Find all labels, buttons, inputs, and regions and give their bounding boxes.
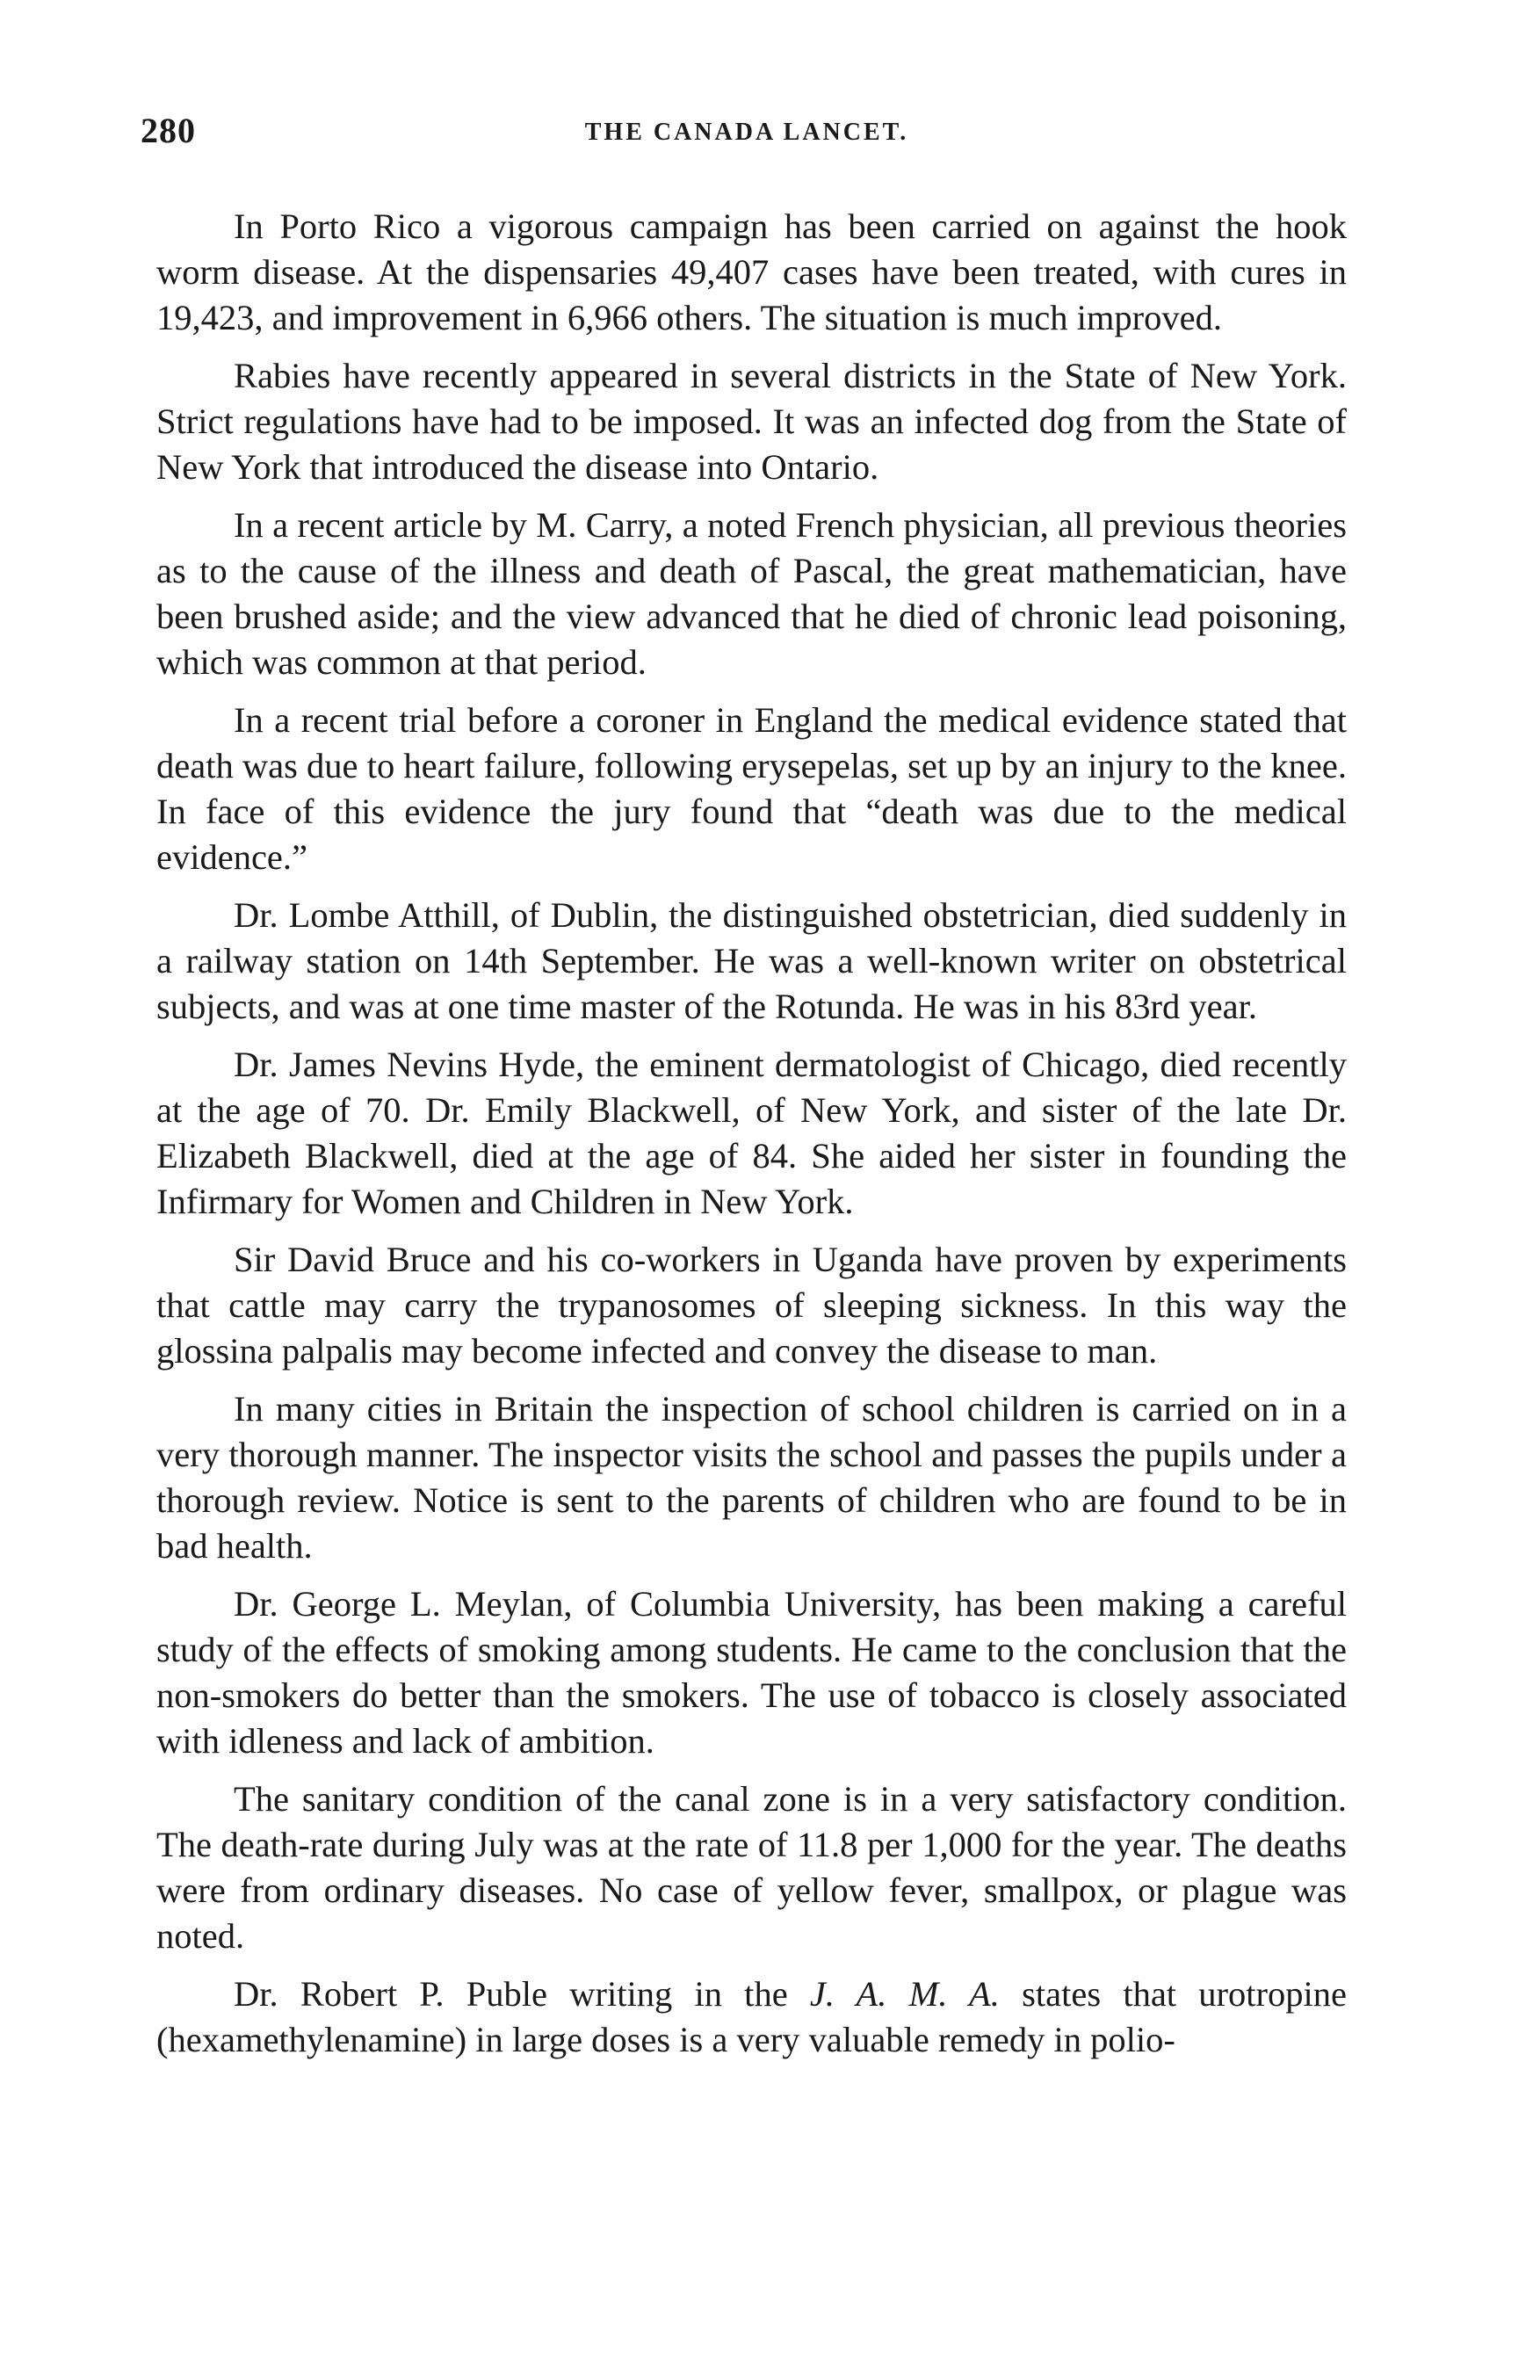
running-title: THE CANADA LANCET. [584, 119, 909, 146]
body-text [156, 204, 1347, 2075]
paragraph-hookworm: In Porto Rico a vigorous campaign has been carried on against the hook worm disease. At the dispensaries 49,407 cases have been treated, with cures in 19,423, and improvement in 6,966 others. The situation is much improved. [156, 206, 1347, 337]
paragraph-canal-zone: The sanitary condition of the canal zone is in a very satisfactory condition. The death-rate during July was at the rate of 11.8 per 1,000 for the year. The deaths were from ordinary diseases. No case of yellow fever, smallpox, or plague was noted. [156, 1779, 1347, 1956]
paragraph-meylan-smoking: Dr. George L. Meylan, of Columbia University, has been making a careful study of the effects of smoking among students. He came to the conclusion that the non-smokers do better than the smokers. The use of tobacco is closely associated with idleness and lack of ambition. [156, 1584, 1347, 1761]
paragraph-school-inspection: In many cities in Britain the inspection of school children is carried on in a very thorough manner. The inspector visits the school and passes the pupils under a thorough review. Notice is sent to the parents of children who are found to be in bad health. [156, 1389, 1347, 1566]
paragraph-hyde-blackwell: Dr. James Nevins Hyde, the eminent dermatologist of Chicago, died recently at the age of 70. Dr. Emily Blackwell, of New York, and sister of the late Dr. Elizabeth Blackwell, died at the age of 84. She aided her sister in founding the Infirmary for Women and Children in New York. [156, 1045, 1347, 1221]
paragraph-pascal: In a recent article by M. Carry, a noted French physician, all previous theories as to the cause of the illness and death of Pascal, the great mathematician, have been brushed aside; and the view advanced that he died of chronic lead poisoning, which was common at that period. [156, 505, 1347, 682]
paragraph-urotropine [156, 1971, 1347, 2063]
page-number: 280 [141, 111, 196, 150]
paragraph-rabies: Rabies have recently appeared in several districts in the State of New York. Strict regulations have had to be imposed. It was an infected dog from the State of New York that introduced the disease into Ontario. [156, 356, 1347, 487]
urotropine-text-start: Dr. Robert P. Puble writing in the [234, 1974, 810, 2014]
page-header [141, 110, 1353, 163]
urotropine-text-end: states that urotropine (hexamethylenamine) in large doses is a very valuable remedy in polio- [156, 1974, 1347, 2059]
journal-abbreviation: J. A. M. A. [809, 1974, 1000, 2014]
paragraph-coroner-trial: In a recent trial before a coroner in England the medical evidence stated that death was due to heart failure, following erysepelas, set up by an injury to the knee. In face of this evidence the jury found that “death was due to the medical evidence.” [156, 700, 1347, 877]
paragraph-atthill: Dr. Lombe Atthill, of Dublin, the distinguished obstetrician, died suddenly in a railway station on 14th September. He was a well-known writer on obstetrical subjects, and was at one time master of the Rotunda. He was in his 83rd year. [156, 895, 1347, 1026]
paragraph-bruce-uganda: Sir David Bruce and his co-workers in Uganda have proven by experiments that cattle may carry the trypanosomes of sleeping sickness. In this way the glossina palpalis may become infected and convey the disease to man. [156, 1240, 1347, 1371]
